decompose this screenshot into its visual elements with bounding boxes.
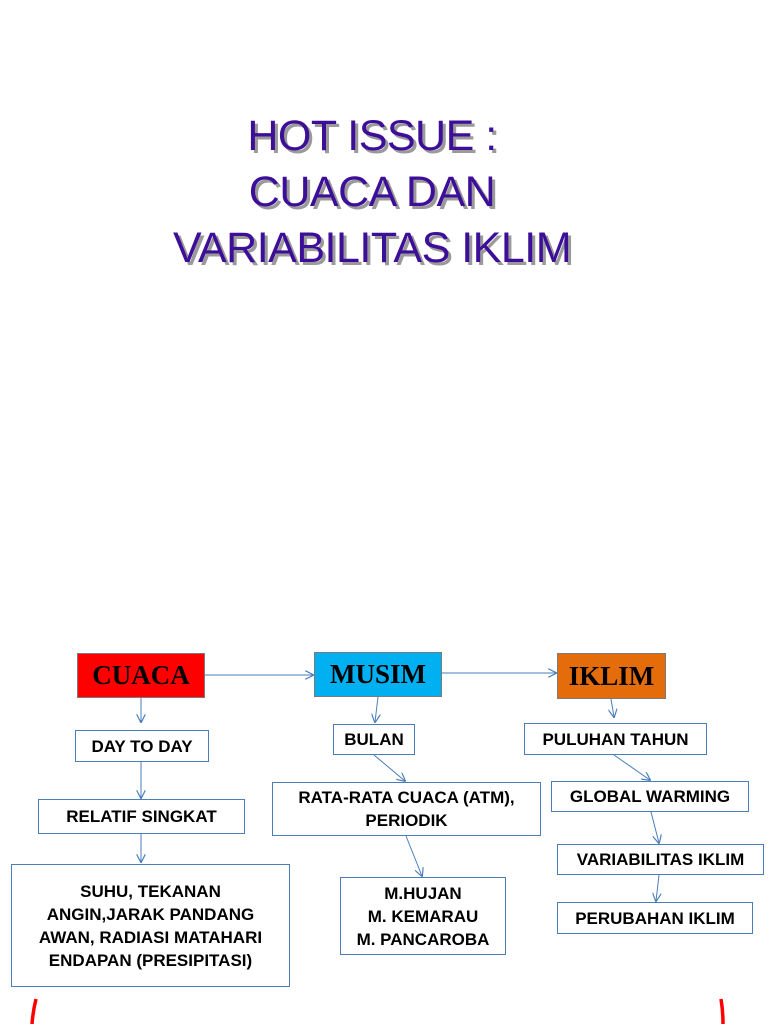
node-bulan: BULAN <box>333 724 415 755</box>
detail-line-4: ENDAPAN (PRESIPITASI) <box>48 950 253 970</box>
node-perubahan-iklim: PERUBAHAN IKLIM <box>557 902 753 934</box>
detail-line-1: SUHU, TEKANAN <box>80 881 221 901</box>
node-cuaca-detail <box>11 864 290 987</box>
node-musim: MUSIM <box>314 652 442 697</box>
musim-list-2: M. KEMARAU <box>367 906 479 926</box>
title-line-2: CUACA DAN <box>248 168 496 216</box>
musim-list-1: M.HUJAN <box>384 883 462 903</box>
arrow-variabilitas-perubahan <box>656 875 659 901</box>
node-iklim: IKLIM <box>557 653 666 699</box>
arrow-puluhan-global <box>614 755 650 780</box>
node-variabilitas-iklim: VARIABILITAS IKLIM <box>557 844 764 875</box>
arrow-ratarata-musimlist <box>406 836 422 876</box>
node-musim-list <box>340 877 506 955</box>
node-relatif-singkat: RELATIF SINGKAT <box>38 799 245 834</box>
node-puluhan-tahun: PULUHAN TAHUN <box>524 723 707 755</box>
title-line-3: VARIABILITAS IKLIM <box>172 224 572 272</box>
detail-line-2: ANGIN,JARAK PANDANG <box>46 904 255 924</box>
arrow-global-variabilitas <box>651 812 659 843</box>
title-line-1: HOT ISSUE : <box>247 112 497 160</box>
node-rata-rata <box>272 782 541 836</box>
arrow-musim-bulan <box>375 697 378 722</box>
rata-line-2: PERIODIK <box>365 811 448 830</box>
node-global-warming: GLOBAL WARMING <box>551 781 749 812</box>
arrow-iklim-puluhan <box>611 699 614 717</box>
detail-line-3: AWAN, RADIASI MATAHARI <box>38 927 263 947</box>
node-cuaca: CUACA <box>77 653 205 698</box>
arrow-bulan-ratarata <box>374 755 405 781</box>
musim-list-3: M. PANCAROBA <box>356 929 490 949</box>
node-day-to-day: DAY TO DAY <box>75 730 209 762</box>
rata-line-1: RATA-RATA CUACA (ATM), <box>298 788 515 807</box>
bracket-left-mark <box>32 999 36 1024</box>
bracket-right-mark <box>721 999 723 1024</box>
